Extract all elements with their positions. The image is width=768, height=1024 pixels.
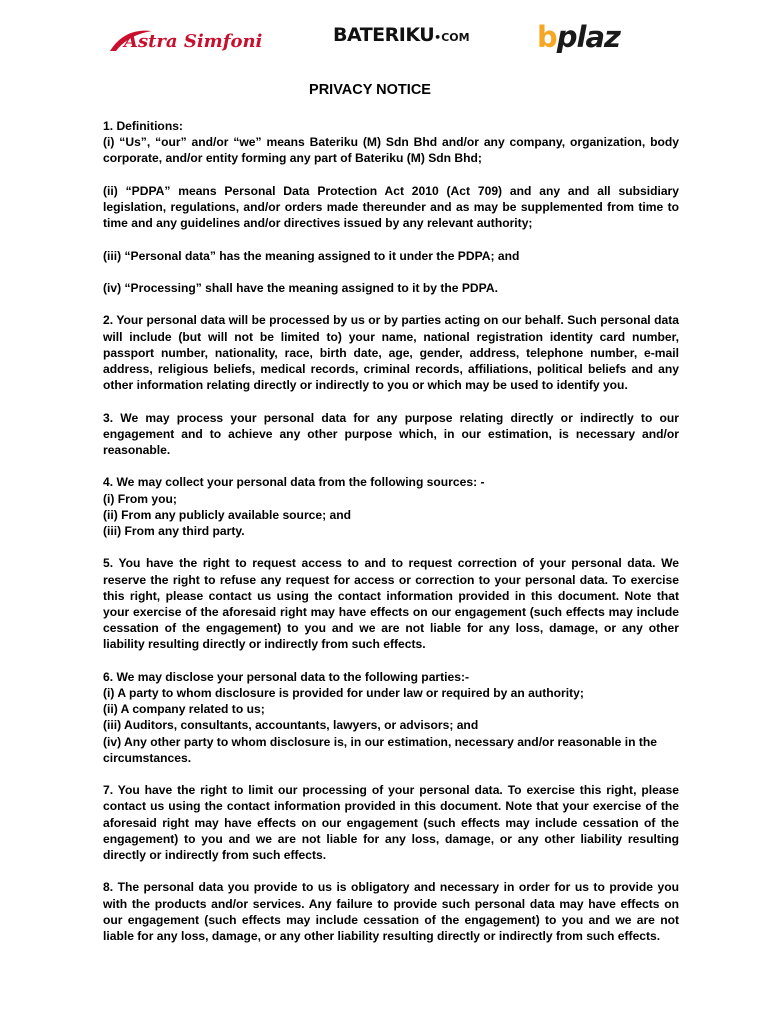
astra-logo-text: Astra Simfoni — [124, 31, 263, 52]
bplaz-logo-b: b — [537, 20, 557, 54]
definition-pdpa: (ii) “PDPA” means Personal Data Protection Act 2010 (Act 709) and any and all subsidiary legislation, regulations, and/or orders made thereunder and as may be supplemented from time to time and any guidelines and/or directives issued by any relevant authority; — [103, 183, 679, 231]
astra-swoosh-icon — [108, 26, 270, 54]
bplaz-logo-text: plaz — [556, 20, 620, 54]
bplaz-logo — [537, 20, 627, 56]
section-6-heading: 6. We may disclose your personal data to the following parties:- — [103, 669, 470, 684]
disclosure-item: (iv) Any other party to whom disclosure is, in our estimation, necessary and/or reasonable in the circumstances. — [103, 734, 657, 765]
astra-simfoni-logo — [108, 26, 270, 54]
logo-bar — [0, 20, 768, 60]
section-1-heading: 1. Definitions: — [103, 119, 183, 133]
section-4-heading: 4. We may collect your personal data from the following sources: - — [103, 475, 485, 490]
definition-us: (i) “Us”, “our” and/or “we” means Bateriku (M) Sdn Bhd and/or any company, organization, body corporate, and/or entity forming any part of Bateriku (M) Sdn Bhd; — [103, 135, 679, 166]
definition-processing: (iv) “Processing” shall have the meaning assigned to it by the PDPA. — [103, 280, 498, 295]
bateriku-logo — [333, 24, 470, 54]
section-6 — [103, 669, 679, 766]
section-2: 2. Your personal data will be processed by us or by parties acting on our behalf. Such personal data will include (but will not be limited to) your name, national registration identity card number, passport number, nationality, race, birth date, age, gender, address, telephone number, e-mail address, religious beliefs, medical records, criminal records, affiliations, political beliefs and any other information relating directly or indirectly to you or which may be used to identify you. — [103, 313, 679, 393]
page-title: PRIVACY NOTICE — [309, 82, 431, 98]
disclosure-item: (i) A party to whom disclosure is provided for under law or required by an authority; — [103, 685, 584, 700]
section-5: 5. You have the right to request access to and to request correction of your personal data. We reserve the right to refuse any request for access or correction to your personal data. To exercise this right, please contact us using the contact information provided in this document. Note that your exercise of the aforesaid right may have effects on our engagement (such effects may include cessation of the engagement) to you and we are not liable for any loss, damage, or any other liability resulting directly or indirectly from such effects. — [103, 556, 679, 652]
section-3: 3. We may process your personal data for any purpose relating directly or indirectly to our engagement and to achieve any other purpose which, in our estimation, is necessary and/or reasonable. — [103, 410, 679, 457]
bateriku-logo-text: BATERIKU — [333, 24, 435, 46]
section-7: 7. You have the right to limit our processing of your personal data. To exercise this right, please contact us using the contact information provided in this document. Note that your exercise of the aforesaid right may have effects on our engagement (such effects may include cessation of the engagement) to you and we are not liable for any loss, damage, or any other liability resulting directly or indirectly from such effects. — [103, 783, 679, 862]
source-item: (ii) From any publicly available source; and — [103, 507, 351, 522]
source-item: (iii) From any third party. — [103, 523, 245, 538]
section-8: 8. The personal data you provide to us is obligatory and necessary in order for us to provide you with the products and/or services. Any failure to provide such personal data may have effects on our engagement (such effects may include cessation of the engagement) to you and we are not liable for any loss, damage, or any other liability resulting directly or indirectly from such effects. — [103, 880, 679, 943]
section-1-definitions-i — [103, 118, 679, 167]
bateriku-logo-suffix: •COM — [434, 31, 470, 44]
section-4 — [103, 474, 679, 539]
source-item: (i) From you; — [103, 491, 177, 506]
disclosure-item: (iii) Auditors, consultants, accountants, lawyers, or advisors; and — [103, 718, 479, 733]
definition-personal-data: (iii) “Personal data” has the meaning assigned to it under the PDPA; and — [103, 248, 520, 263]
disclosure-item: (ii) A company related to us; — [103, 702, 265, 717]
notice-body — [103, 118, 679, 960]
